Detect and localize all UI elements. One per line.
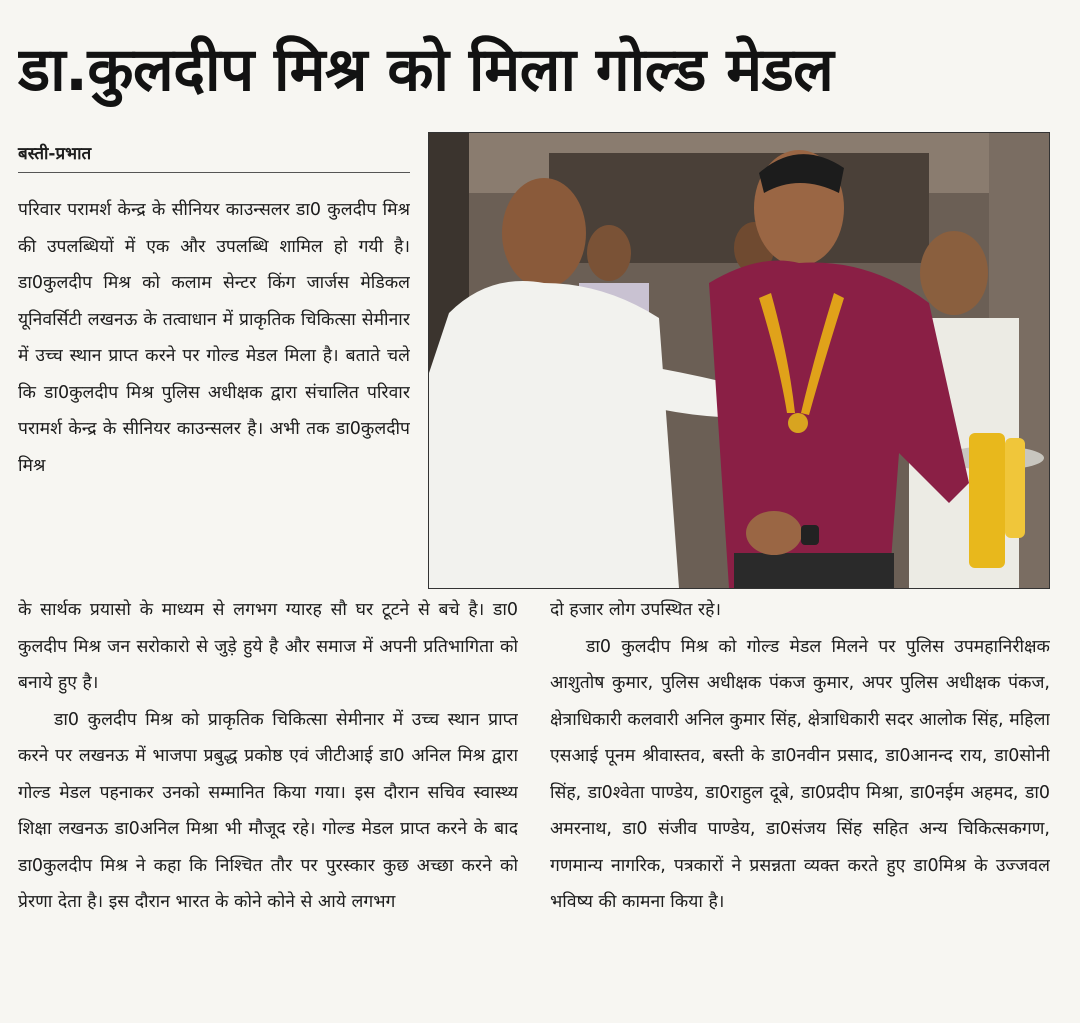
paragraph-attendance: दो हजार लोग उपस्थित रहे। bbox=[550, 600, 722, 620]
byline-rule bbox=[18, 172, 410, 173]
paragraph-ceremony: डा0 कुलदीप मिश्र को प्राकृतिक चिकित्सा सेमीनार में उच्च स्थान प्राप्त करने पर लखनऊ में भाजपा प्रबुद्ध प्रकोष्ठ एवं जीटीआई डा0 अनिल मिश्र द्वारा गोल्ड मेडल पहनाकर उनको सम्मानित किया गया। इस दौरान सचिव स्वास्थ्य शिक्षा लखनऊ डा0अनिल मिश्रा भी मौजूद रहे। गोल्ड मेडल प्राप्त करने के बाद डा0कुलदीप मिश्र ने कहा कि निश्चित तौर पर पुरस्कार कुछ अच्छा करने को प्रेरणा देता है। इस दौरान भारत के कोने कोने से आये लगभग bbox=[18, 709, 518, 912]
column-left-bottom bbox=[18, 592, 518, 1020]
news-photo bbox=[428, 132, 1050, 589]
paragraph-congratulations: डा0 कुलदीप मिश्र को गोल्ड मेडल मिलने पर पुलिस उपमहानिरीक्षक आशुतोष कुमार, पुलिस अधीक्षक पंकज कुमार, अपर पुलिस अधीक्षक पंकज, क्षेत्राधिकारी कलवारी अनिल कुमार सिंह, क्षेत्राधिकारी सदर आलोक सिंह, महिला एसआई पूनम श्रीवास्तव, बस्ती के डा0नवीन प्रसाद, डा0आनन्द राय, डा0सोनी सिंह, डा0श्वेता पाण्डेय, डा0राहुल दूबे, डा0प्रदीप मिश्रा, डा0नईम अहमद, डा0 अमरनाथ, डा0 संजीव पाण्डेय, डा0संजय सिंह सहित अन्य चिकित्सकगण, गणमान्य नागरिक, पत्रकारों ने प्रसन्नता व्यक्त करते हुए डा0मिश्र के उज्जवल भविष्य की कामना किया है। bbox=[550, 636, 1050, 912]
byline: बस्ती-प्रभात bbox=[18, 144, 92, 164]
headline: डा.कुलदीप मिश्र को मिला गोल्ड मेडल bbox=[18, 35, 834, 105]
column-right bbox=[550, 592, 1050, 1020]
paragraph-continuation: के सार्थक प्रयासो के माध्यम से लगभग ग्यारह सौ घर टूटने से बचे है। डा0 कुलदीप मिश्र जन सरोकारो से जुड़े हुये है और समाज में अपनी प्रतिभागिता को बनाये हुए है। bbox=[18, 600, 518, 693]
column-left-top bbox=[18, 192, 410, 588]
paragraph-intro: परिवार परामर्श केन्द्र के सीनियर काउन्सलर डा0 कुलदीप मिश्र की उपलब्धियों में एक और उपलब्धि शामिल हो गयी है। डा0कुलदीप मिश्र को कलाम सेन्टर किंग जार्जस मेडिकल यूनिवर्सिटी लखनऊ के तत्वाधान में प्राकृतिक चिकित्सा सेमीनार में उच्च स्थान प्राप्त करने पर गोल्ड मेडल मिला है। बताते चले कि डा0कुलदीप मिश्र पुलिस अधीक्षक द्वारा संचालित परिवार परामर्श केन्द्र के सीनियर काउन्सलर है। अभी तक डा0कुलदीप मिश्र bbox=[18, 200, 410, 476]
